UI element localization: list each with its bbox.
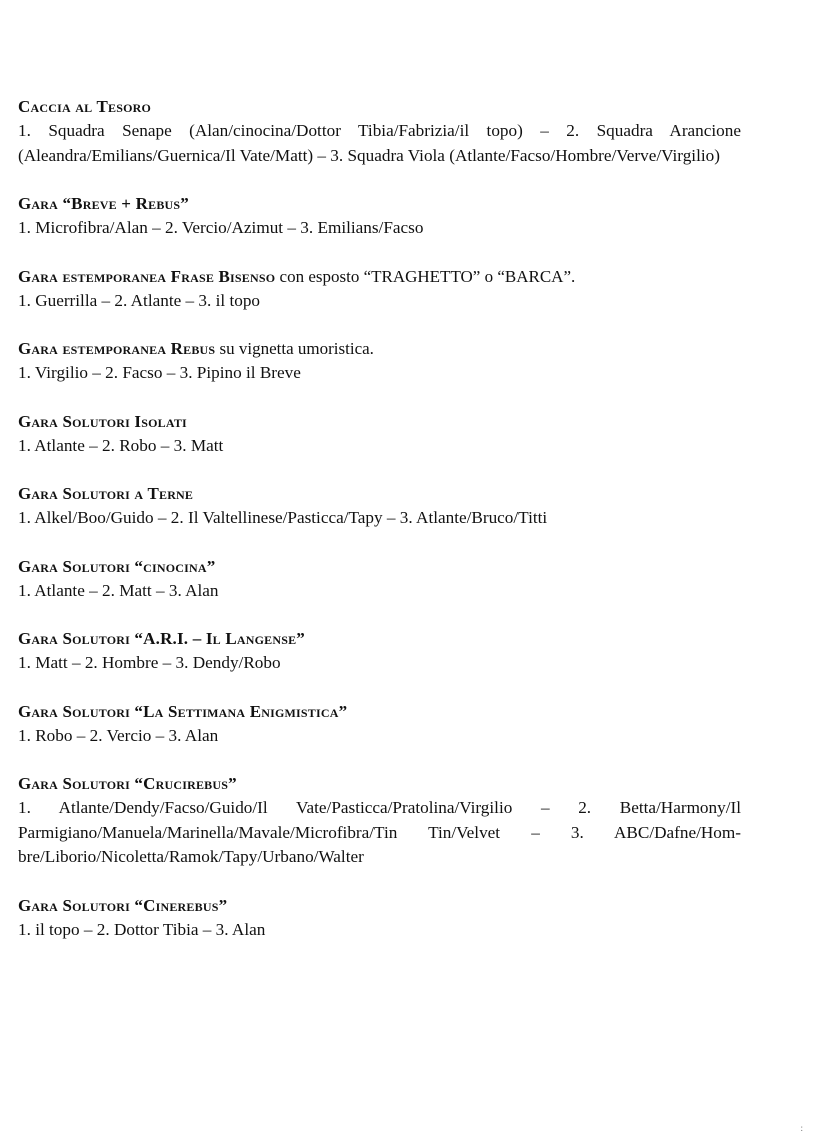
section-title-smallcaps: Gara Solutori “Cinerebus” [18, 895, 228, 915]
section-title [18, 337, 741, 361]
section-breve-rebus [18, 192, 741, 241]
section-solutori-terne [18, 482, 741, 531]
section-title [18, 410, 741, 434]
section-results: 1. Atlante/Dendy/Facso/Guido/Il Vate/Pasticca/Pratolina/Virgilio – 2. Betta/Harmony/Il Parmigiano/Manuela/Marinella/Mavale/Microfibra/Tin Tin/Velvet – 3. ABC/Dafne/Hombre/Liborio/Nicoletta/Ramok/Tapy/Urbano/Walter [18, 798, 741, 866]
section-title-smallcaps: Gara “Breve + Rebus” [18, 194, 189, 213]
section-estemporanea-rebus [18, 337, 741, 386]
section-title-smallcaps: Gara estemporanea Frase Bisenso [18, 266, 276, 286]
section-title-smallcaps: Gara Solutori a Terne [18, 484, 194, 503]
section-title [18, 700, 741, 724]
section-title-rest: su vignetta umoristica. [215, 339, 374, 358]
section-title [18, 265, 741, 289]
section-caccia-al-tesoro [18, 95, 741, 168]
section-solutori-cinerebus [18, 894, 741, 943]
section-title-smallcaps: Caccia al Tesoro [18, 97, 152, 116]
section-solutori-crucirebus [18, 772, 741, 870]
section-solutori-isolati [18, 410, 741, 459]
section-results: 1. Guerrilla – 2. Atlante – 3. il topo [18, 290, 261, 310]
corner-mark: : [800, 1123, 803, 1133]
section-results: 1. Alkel/Boo/Guido – 2. Il Valtellinese/Pasticca/Tapy – 3. Atlante/Bruco/Titti [18, 508, 548, 527]
section-results: 1. Atlante – 2. Matt – 3. Alan [18, 580, 219, 600]
section-results: 1. Matt – 2. Hombre – 3. Dendy/Robo [18, 653, 281, 672]
section-title-smallcaps: Gara Solutori “cinocina” [18, 556, 216, 576]
section-results: 1. Robo – 2. Vercio – 3. Alan [18, 725, 219, 745]
section-title [18, 95, 741, 119]
section-title [18, 555, 741, 579]
section-title-smallcaps: Gara Solutori “A.R.I. – Il Langense” [18, 629, 305, 648]
section-results: 1. Squadra Senape (Alan/cinocina/Dottor Tibia/Fabrizia/il topo) – 2. Squadra Arancione (Aleandra/Emilians/Guernica/Il Vate/Matt) – 3. Squadra Viola (Atlante/Facso/Hombre/Verve/Virgilio) [18, 121, 741, 165]
section-title-smallcaps: Gara Solutori Isolati [18, 411, 187, 431]
section-solutori-cinocina [18, 555, 741, 604]
section-title-smallcaps: Gara estemporanea Rebus [18, 339, 216, 358]
section-solutori-ari-langense [18, 627, 741, 676]
section-results: 1. Microfibra/Alan – 2. Vercio/Azimut – 3. Emilians/Facso [18, 218, 424, 237]
results-document [18, 95, 741, 966]
section-frase-bisenso [18, 265, 741, 314]
section-title [18, 627, 741, 651]
section-title-rest: con esposto “TRAGHETTO” o “BARCA”. [275, 266, 576, 286]
section-solutori-settimana-enigmistica [18, 700, 741, 749]
section-results: 1. Virgilio – 2. Facso – 3. Pipino il Breve [18, 363, 301, 382]
section-title-smallcaps: Gara Solutori “Crucirebus” [18, 774, 237, 793]
section-results: 1. il topo – 2. Dottor Tibia – 3. Alan [18, 919, 266, 939]
section-title [18, 772, 741, 796]
section-results: 1. Atlante – 2. Robo – 3. Matt [18, 435, 224, 455]
section-title-smallcaps: Gara Solutori “La Settimana Enigmistica” [18, 701, 348, 721]
section-title [18, 192, 741, 216]
section-title [18, 894, 741, 918]
section-title [18, 482, 741, 506]
